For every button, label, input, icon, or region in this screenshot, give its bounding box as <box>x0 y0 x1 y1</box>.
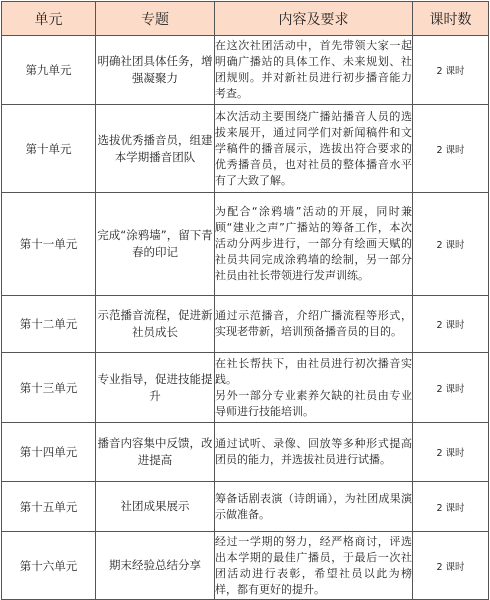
content-cell <box>215 296 413 353</box>
content-text: 另外一部分专业素养欠缺的社员由专业导师进行技能培训。 <box>215 388 412 418</box>
content-text: 经过一学期的努力，经严格商讨，评选出本学期的最佳广播员，于最后一次社团活动进行表彰，希望社员以此为榜样，都有更好的提升。 <box>215 534 412 596</box>
unit-cell: 第十单元 <box>2 105 96 193</box>
unit-cell: 第九单元 <box>2 36 96 105</box>
content-cell <box>215 482 413 532</box>
unit-cell: 第十一单元 <box>2 193 96 296</box>
hours-cell: 2 课时 <box>413 193 489 296</box>
topic-cell: 期末经验总结分享 <box>96 532 215 600</box>
content-text: 在社长帮扶下，由社员进行初次播音实践。 <box>215 356 412 386</box>
table-row <box>2 105 489 193</box>
hours-cell: 2 课时 <box>413 36 489 105</box>
topic-cell: 示范播音流程，促进新社员成长 <box>96 296 215 353</box>
content-cell <box>215 423 413 482</box>
hours-cell: 2 课时 <box>413 296 489 353</box>
table-row <box>2 482 489 532</box>
topic-cell: 社团成果展示 <box>96 482 215 532</box>
hours-cell: 2 课时 <box>413 532 489 600</box>
unit-cell: 第十四单元 <box>2 423 96 482</box>
course-schedule-table <box>1 1 489 600</box>
header-topic: 专题 <box>96 2 215 36</box>
unit-cell: 第十三单元 <box>2 353 96 423</box>
table-row <box>2 193 489 296</box>
table-row <box>2 532 489 600</box>
content-cell <box>215 353 413 423</box>
topic-cell: 播音内容集中反馈，改进提高 <box>96 423 215 482</box>
table-row <box>2 353 489 423</box>
table-row <box>2 296 489 353</box>
hours-cell: 2 课时 <box>413 105 489 193</box>
content-text: 筹备话剧表演（诗朗诵），为社团成果演示做准备。 <box>215 491 412 521</box>
table-header-row <box>2 2 489 36</box>
unit-cell: 第十五单元 <box>2 482 96 532</box>
hours-cell: 2 课时 <box>413 423 489 482</box>
content-text: 在这次社团活动中，首先带领大家一起明确广播站的具体工作、未来规划、社团规则。并对新社员进行初步播音能力考查。 <box>215 39 412 100</box>
unit-cell: 第十二单元 <box>2 296 96 353</box>
content-cell <box>215 193 413 296</box>
hours-cell: 2 课时 <box>413 482 489 532</box>
table-row <box>2 36 489 105</box>
content-text: 本次活动主要围绕广播站播音人员的选拔来展开，通过同学们对新闻稿件和文学稿件的播音展示，选拔出符合要求的优秀播音员，也对社员的整体播音水平有了大致了解。 <box>215 109 412 187</box>
content-text: 为配合“涂鸦墙”活动的开展，同时兼顾“建业之声”广播站的筹备工作，本次活动分两步进行，一部分有绘画天赋的社员共同完成涂鸦墙的绘制，另一部分社员由社长带领进行发声训练。 <box>215 205 412 282</box>
topic-cell: 明确社团具体任务，增强凝聚力 <box>96 36 215 105</box>
content-text: 通过示范播音，介绍广播流程等形式，实现老带新，培训预备播音员的目的。 <box>215 309 412 338</box>
header-unit: 单元 <box>2 2 96 36</box>
hours-cell: 2 课时 <box>413 353 489 423</box>
topic-cell: 完成“涂鸦墙”，留下青春的印记 <box>96 193 215 296</box>
header-content: 内容及要求 <box>215 2 413 36</box>
header-hours: 课时数 <box>413 2 489 36</box>
content-cell <box>215 532 413 600</box>
content-text: 通过试听、录像、回放等多种形式提高团员的能力，并选拔社员进行试播。 <box>215 437 412 466</box>
table-row <box>2 423 489 482</box>
content-cell <box>215 36 413 105</box>
content-cell <box>215 105 413 193</box>
topic-cell: 选拔优秀播音员，组建本学期播音团队 <box>96 105 215 193</box>
topic-cell: 专业指导，促进技能提升 <box>96 353 215 423</box>
unit-cell: 第十六单元 <box>2 532 96 600</box>
